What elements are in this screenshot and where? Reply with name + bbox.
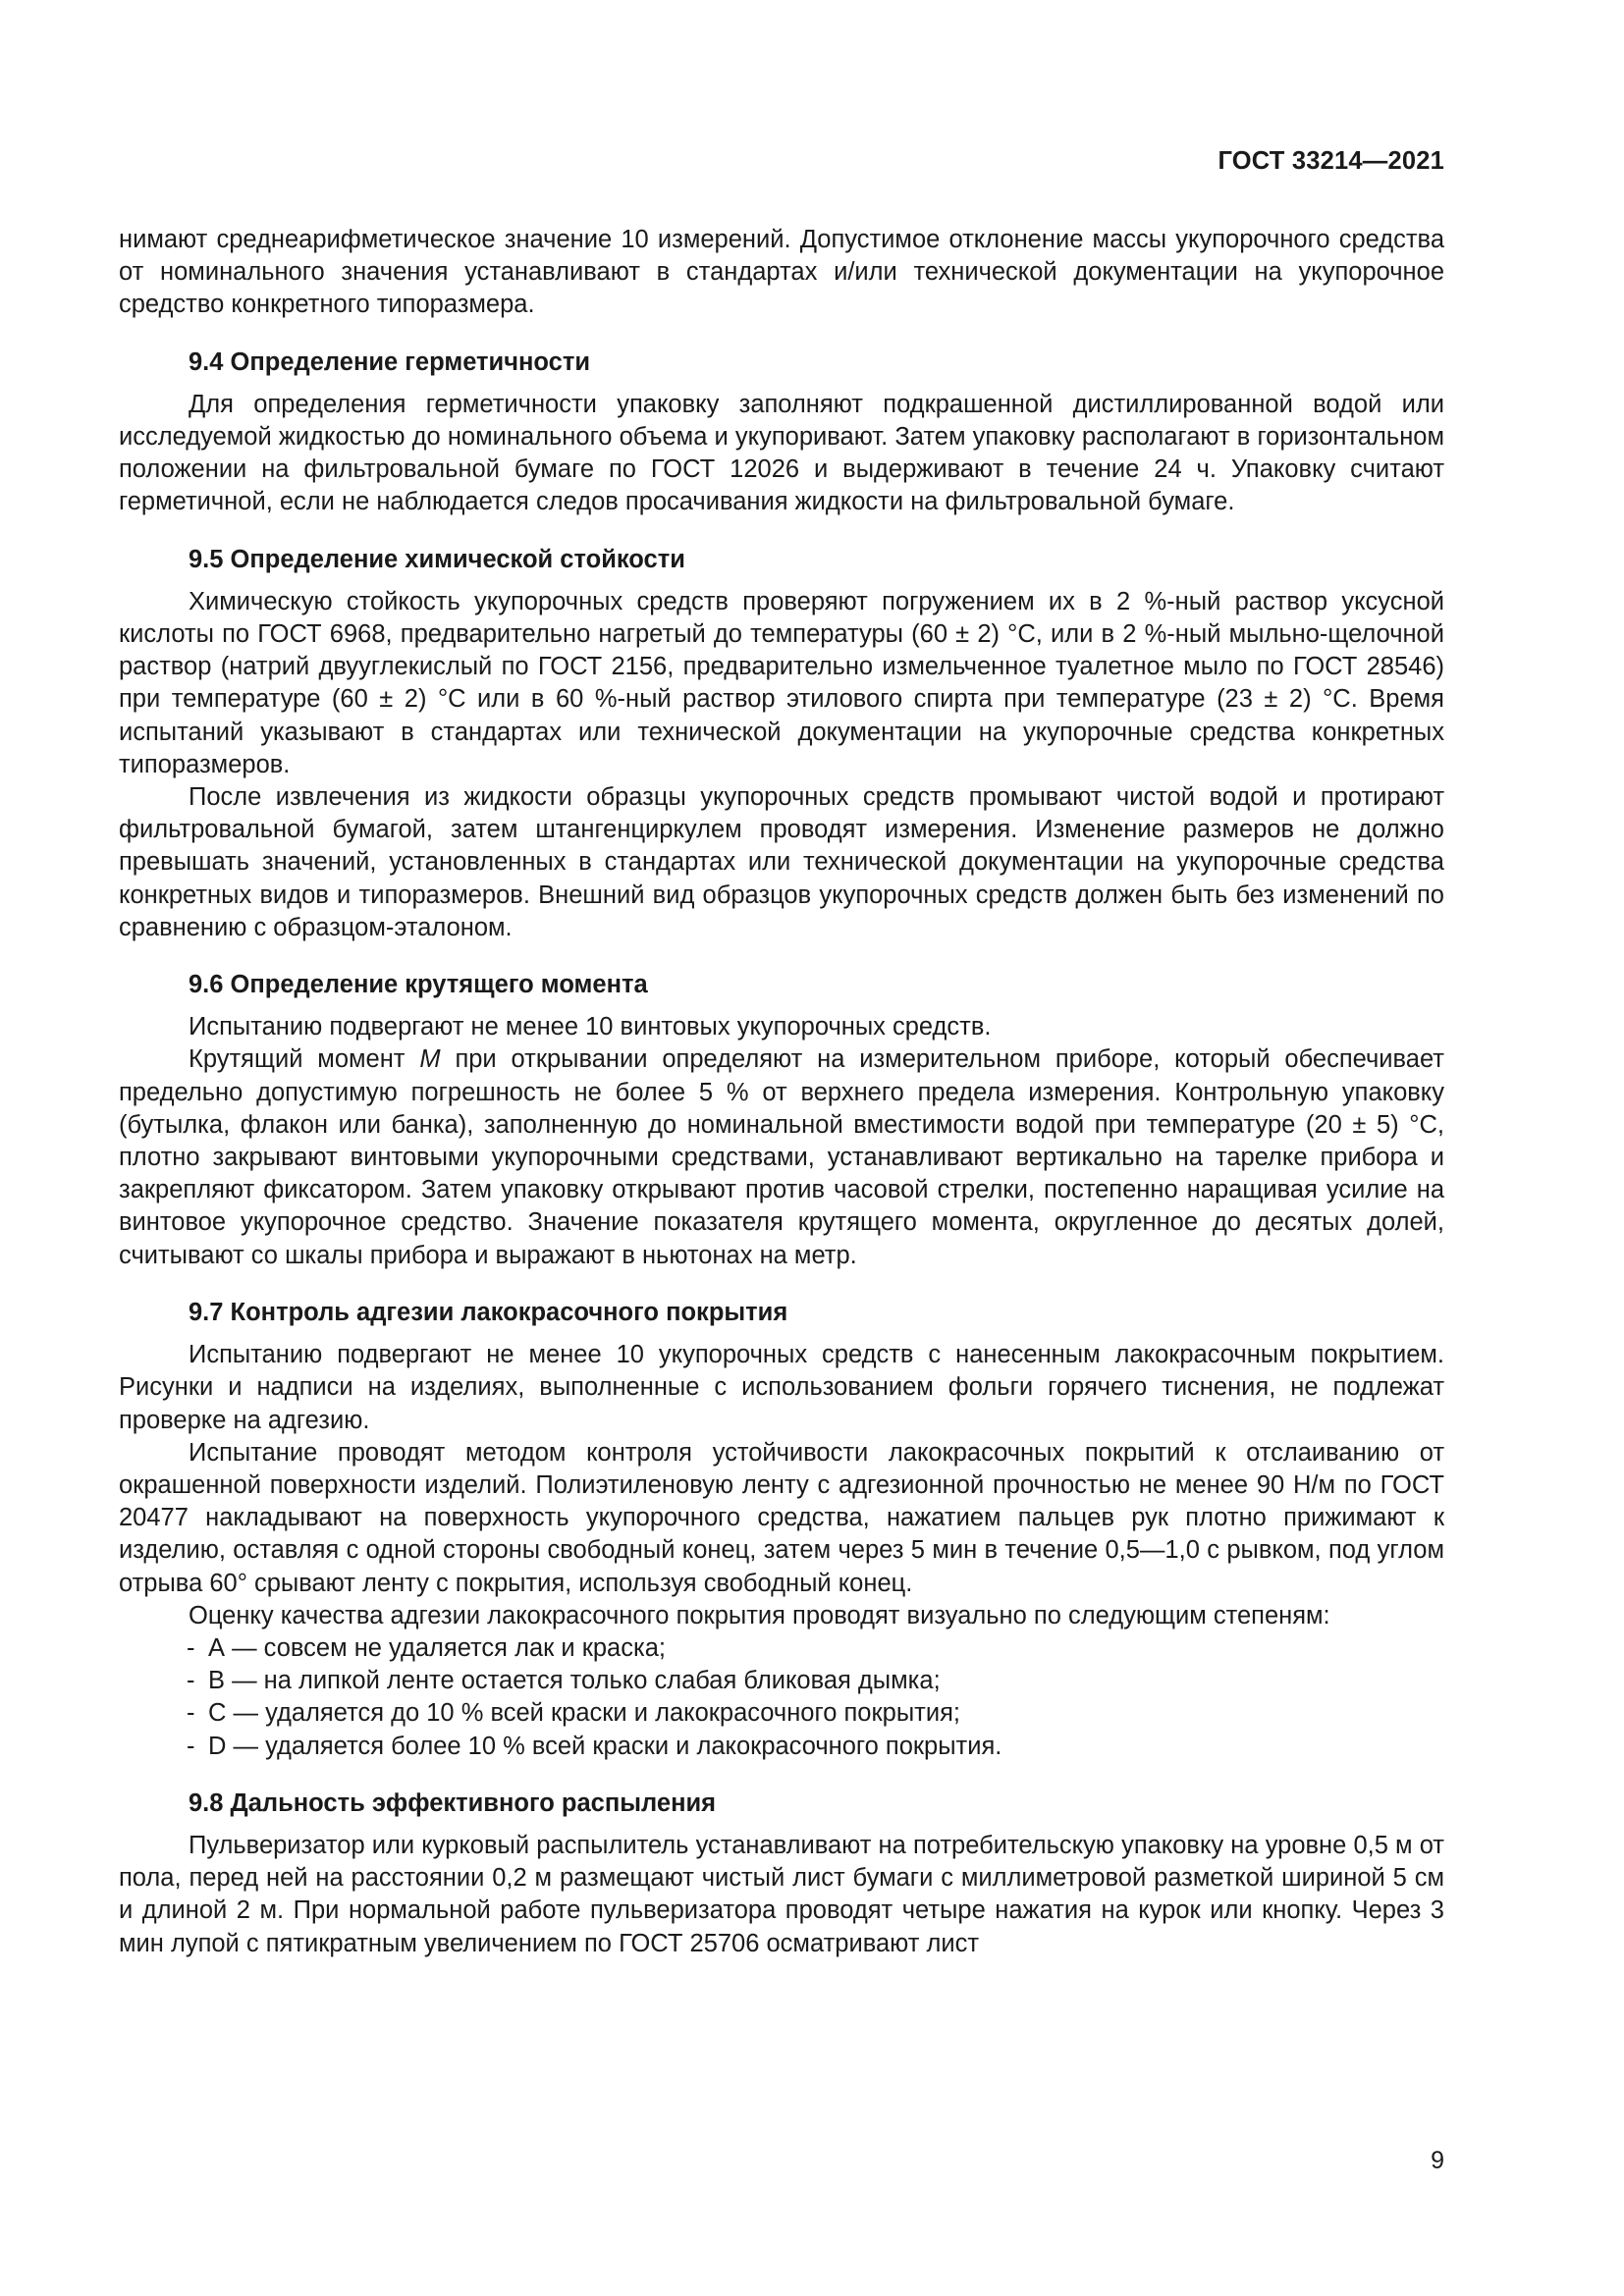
list-dash: -: [187, 1633, 195, 1662]
section-title: 9.8 Дальность эффективного распыления: [189, 1789, 717, 1817]
section-9-7: [119, 1297, 1444, 1763]
paragraph: Оценку качества адгезии лакокрасочного покрытия проводят визуально по следующим степеням:: [189, 1601, 1330, 1629]
list-dash: -: [187, 1732, 195, 1760]
section-9-4: [119, 347, 1444, 519]
page-number: 9: [1431, 2147, 1444, 2174]
document-body: [119, 224, 1444, 1960]
paragraph: Испытанию подвергают не менее 10 укупорочных средств с нанесенным лакокрасочным покрытием. Рисунки и надписи на изделиях, выполненные с использованием фольги горячего тиснения, не подлежат проверке на адгезию.: [119, 1341, 1444, 1434]
list-item-text: В — на липкой ленте остается только слабая бликовая дымка;: [208, 1667, 941, 1695]
list-item-text: С — удаляется до 10 % всей краски и лакокрасочного покрытия;: [208, 1699, 960, 1728]
section-title: 9.5 Определение химической стойкости: [189, 545, 685, 573]
list-item-text: D — удаляется более 10 % всей краски и лакокрасочного покрытия.: [208, 1732, 1002, 1760]
paragraph: После извлечения из жидкости образцы укупорочных средств промывают чистой водой и протирают фильтровальной бумагой, затем штангенциркулем проводят измерения. Изменение размеров не должно превышать значений, установленных в стандартах или технической документации на укупорочные средства конкретных видов и типоразмеров. Внешний вид образцов укупорочных средств должен быть без изменений по сравнению с образцом-эталоном.: [119, 783, 1444, 941]
paragraph: Пульверизатор или курковый распылитель устанавливают на потребительскую упаковку на уровне 0,5 м от пола, перед ней на расстоянии 0,2 м размещают чистый лист бумаги с миллиметровой разметкой шириной 5 см и длиной 2 м. При нормальной работе пульверизатора проводят четыре нажатия на курок или кнопку. Через 3 мин лупой с пятикратным увеличением по ГОСТ 25706 осматривают лист: [119, 1831, 1444, 1957]
list-dash: -: [187, 1667, 195, 1695]
section-title: 9.6 Определение крутящего момента: [189, 971, 648, 999]
paragraph: Испытание проводят методом контроля устойчивости лакокрасочных покрытий к отслаиванию от окрашенной поверхности изделий. Полиэтиленовую ленту с адгезионной прочностью не менее 90 Н/м по ГОСТ 20477 накладывают на поверхность укупорочного средства, нажатием пальцев рук плотно прижимают к изделию, оставляя с одной стороны свободный конец, затем через 5 мин в течение 0,5—1,0 с рывком, под углом отрыва 60° срывают ленту с покрытия, используя свободный конец.: [119, 1438, 1444, 1597]
list-item: [187, 1665, 1444, 1697]
list-item: [187, 1697, 1444, 1730]
section-9-8: [119, 1788, 1444, 1960]
list-item: [187, 1632, 1444, 1665]
torque-symbol: M: [419, 1045, 441, 1074]
section-title: 9.4 Определение герметичности: [189, 347, 590, 376]
section-title: 9.7 Контроль адгезии лакокрасочного покрытия: [189, 1298, 788, 1326]
section-9-5: [119, 544, 1444, 944]
list-item-text: А — совсем не удаляется лак и краска;: [208, 1633, 666, 1662]
standard-code: ГОСТ 33214—2021: [1218, 147, 1444, 175]
paragraph: Для определения герметичности упаковку заполняют подкрашенной дистиллированной водой или исследуемой жидкостью до номинального объема и укупоривают. Затем упаковку располагают в горизонтальном положении на фильтровальной бумаге по ГОСТ 12026 и выдерживают в течение 24 ч. Упаковку считают герметичной, если не наблюдается следов просачивания жидкости на фильтровальной бумаге.: [119, 390, 1444, 516]
torque-paragraph: Крутящий момент M при открывании определяют на измерительном приборе, который обеспечивает предельно допустимую погрешность не более 5 % от верхнего предела измерения. Контрольную упаковку (бутылка, флакон или банка), заполненную до номинальной вместимости водой при температуре (20 ± 5) °С, плотно закрывают винтовыми укупорочными средствами, устанавливают вертикально на тарелке прибора и закрепляют фиксатором. Затем упаковку открывают против часовой стрелки, постепенно наращивая усилие на винтовое укупорочное средство. Значение показателя крутящего момента, округленное до десятых долей, считывают со шкалы прибора и выражают в ньютонах на метр.: [119, 1045, 1444, 1269]
adhesion-grades-list: [119, 1632, 1444, 1763]
section-9-6: [119, 969, 1444, 1272]
list-dash: -: [187, 1699, 195, 1728]
list-item: [187, 1731, 1444, 1763]
paragraph: Химическую стойкость укупорочных средств проверяют погружением их в 2 %-ный раствор уксусной кислоты по ГОСТ 6968, предварительно нагретый до температуры (60 ± 2) °С, или в 2 %-ный мыльно-щелочной раствор (натрий двууглекислый по ГОСТ 2156, предварительно измельченное туалетное мыло по ГОСТ 28546) при температуре (60 ± 2) °С или в 60 %-ный раствор этилового спирта при температуре (23 ± 2) °С. Время испытаний указывают в стандартах или технической документации на укупорочные средства конкретных типоразмеров.: [119, 587, 1444, 778]
paragraph: Испытанию подвергают не менее 10 винтовых укупорочных средств.: [189, 1013, 992, 1041]
intro-paragraph: нимают среднеарифметическое значение 10 измерений. Допустимое отклонение массы укупорочного средства от номинального значения устанавливают в стандартах и/или технической документации на укупорочное средство конкретного типоразмера.: [119, 226, 1444, 319]
